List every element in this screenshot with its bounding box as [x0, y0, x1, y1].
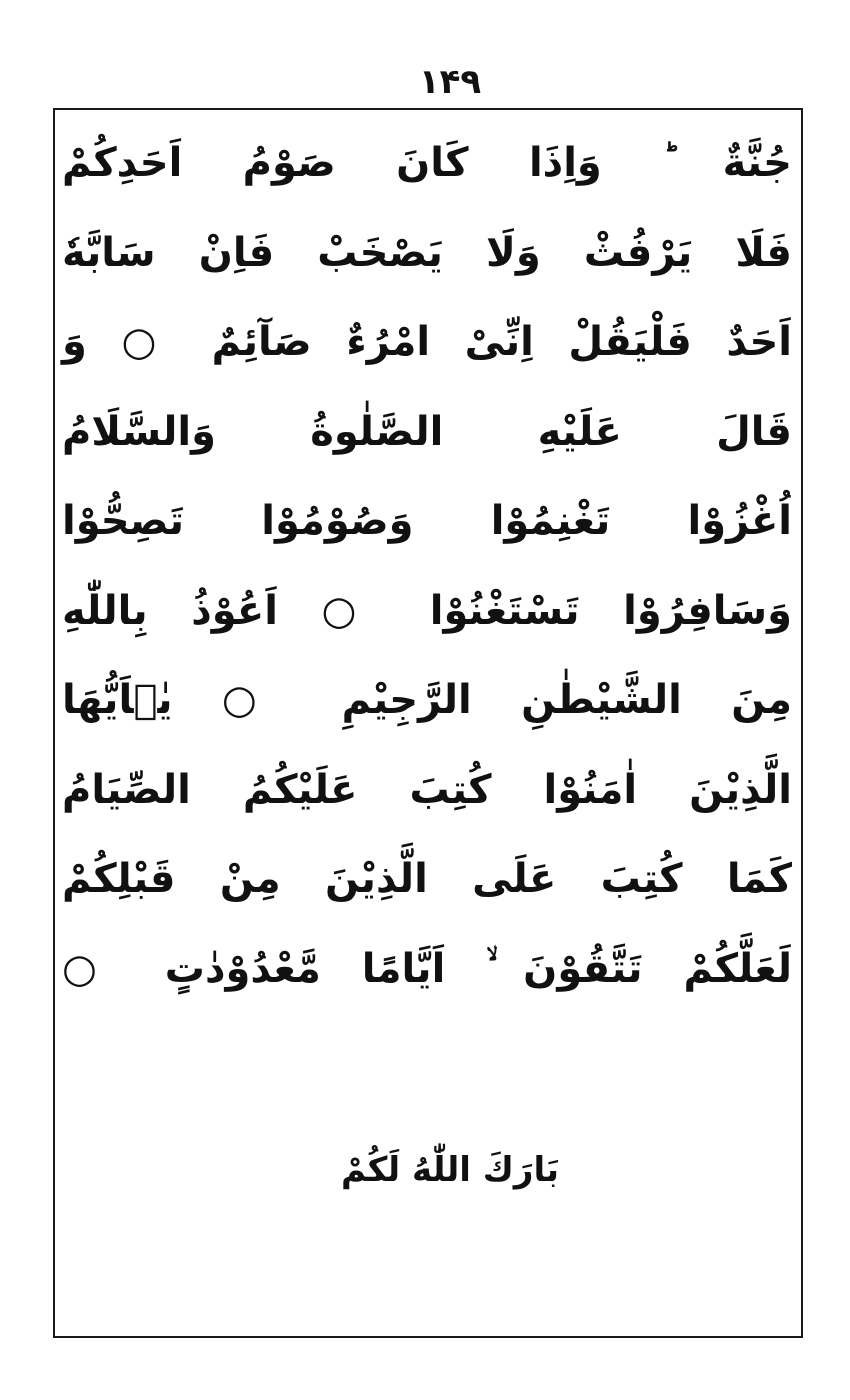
text-line: قَالَ عَلَيْهِ الصَّلٰوةُ وَالسَّلَامُ: [62, 408, 792, 455]
text-body: [62, 128, 792, 1023]
page-number: ۱۴۹: [418, 62, 482, 102]
text-line: جُنَّةٌ ؕ وَاِذَا كَانَ صَوْمُ اَحَدِكُمْ: [62, 140, 792, 186]
text-line: اُغْزُوْا تَغْنِمُوْا وَصُوْمُوْا تَصِحُّوْا: [62, 498, 792, 544]
text-line: لَعَلَّكُمْ تَتَّقُوْنَ ۙ اَيَّامًا مَّعْدُوْدٰتٍ ○: [62, 945, 792, 992]
text-line: وَسَافِرُوْا تَسْتَغْنُوْا ○ اَعُوْذُ بِاللّٰهِ: [62, 587, 792, 634]
closing-phrase: بَارَكَ اللّٰهُ لَكُمْ: [340, 1150, 560, 1190]
text-line: اَحَدٌ فَلْيَقُلْ اِنِّیْ امْرُءٌ صَآئِمٌ ○ وَ: [62, 319, 792, 365]
text-line: فَلَا يَرْفُثْ وَلَا يَصْخَبْ فَاِنْ سَابَّهٗ: [62, 229, 792, 276]
text-line: مِنَ الشَّيْطٰنِ الرَّجِيْمِ ○ يٰۤاَيُّهَا: [62, 677, 792, 723]
text-line: الَّذِيْنَ اٰمَنُوْا كُتِبَ عَلَيْكُمُ الصِّيَامُ: [62, 766, 792, 813]
text-line: كَمَا كُتِبَ عَلَى الَّذِيْنَ مِنْ قَبْلِكُمْ: [62, 856, 792, 902]
